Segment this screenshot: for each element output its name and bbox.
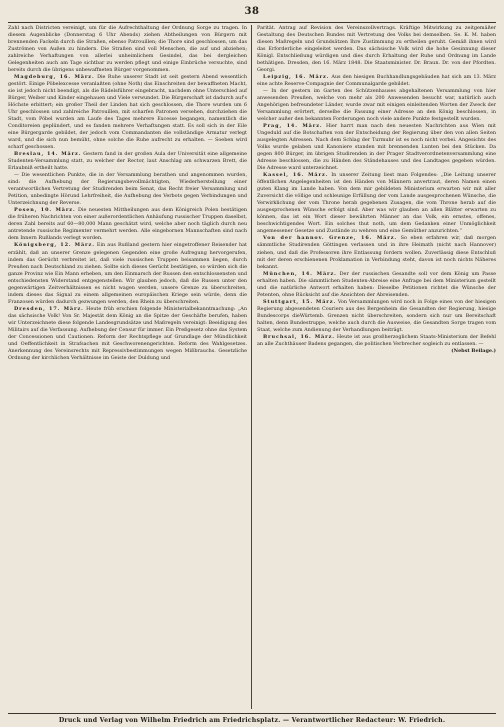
dateline: Leipzig, 16. März.: [263, 74, 330, 81]
imprint-footer: Druck und Verlag von Wilhelm Friedrich am Friedrichsplatz. — Verantwortlicher Redacteur: W. Friedrich.: [58, 717, 446, 724]
article-text: Die neuesten Mittheilungen aus dem Königreich Polen bestätigen die früheren Nachrichten von einer außerordentlichen Anhäufung russischer Truppen daselbst, deren Zahl bereits auf 60—80,000 Mann geschätzt wird, welche aber noch täglich durch neu antretende russische Regimenter vermehrt werden. Alle eingebornen Mannschaften sind nach dem Innern Rußlands verlegt worden.: [8, 207, 247, 242]
text-columns: [8, 25, 496, 709]
article-paragraph: [257, 299, 496, 334]
dateline: Posen, 10. März.: [14, 207, 76, 214]
continuation-note: (Nebst Beilage.): [451, 347, 496, 354]
article-paragraph: [257, 172, 496, 235]
dateline: Magdeburg, 16. März.: [14, 74, 95, 81]
article-paragraph: [257, 25, 496, 74]
left-column: [8, 25, 251, 709]
article-text: Der der russischen Gesandte soll vor dem König um Passe erhalten haben. Die sämmtlichen Studenten-Abreise eine Anfrage bei dem Ministerium gestellt und die natürliche Antwort erhalten haben: Dieselbe Petitionen richtet die Wünsche der Petenten, ohne Rücksicht auf die Ansichten der Abreisenden.: [257, 270, 496, 298]
dateline: Stuttgart, 15. März.: [263, 298, 337, 305]
article-text: In unserer Zeitung liest man Folgendes: „Die Leitung unserer öffentlichen Angelegenheiten ist den Händen von Männern anvertraut, deren Namen einen guten Klang im Lande haben. Von dem mir gebildeten Ministerium erwarten wir mit aller Zuversicht die völlige und schleunige Erfüllung der vom Lande ausgesprochenen Wünsche, die Verwirklichung der vom Throne herab gegebenen Zusagen, die vom Throne herab auf die ausgesprochenen Wünsche erfolgt sind. Aber was wir glauben an allen Blätter erwarten zu können, das ist ein Wort dieser bewährten Männer an das Volk, ein ernstes, offenes, beschwichtigendes Wort. Ein solches thut noth, um dem Gedanken einer Unmöglichkeit angemessener Gesetze und Zustände zu wehren und eine Gemüther anzurichten.“: [257, 172, 496, 235]
article-text: — Die wesentlichen Punkte, die in der Versammlung berathen und angenommen wurden, sind: die Aufhebung der Regierungsbevollmächtigten, Wiederherstellung einer verantwortlichen Vertretung der Studirenden beim Senat, das Recht freier Versammlung und Petition, unbedingte Hörund Lehrfreiheit, die Aufhebung des Verbots gegen Verbindungen und Unterzeichnung der Reverse.: [8, 172, 247, 207]
dateline: Bruchsal, 16. März.: [263, 333, 335, 340]
article-paragraph: [8, 151, 247, 172]
article-paragraph: [8, 207, 247, 242]
article-text: Aus den hiesigen Buchhandlungsgebäuden hat sich am 13. März eine achte Reserve-Compagnie der Communalgarde gebildet.: [257, 74, 496, 88]
article-text: So eben erfahren wir, daß morgen sämmtliche Studirenden Göttingen verlassen und in ihre Heimath (nicht nach Hannover) ziehen, und daß die Professoren ihre Entlassung fordern wollen. Zuverlässig diese Entschluß mit der deren erschienenen Proklamation in Verbindung steht, davon ist noch nichts Näheres bekannt.: [257, 235, 496, 270]
article-paragraph: [257, 88, 496, 123]
header-rule: [8, 22, 496, 23]
article-paragraph: [8, 306, 247, 362]
article-text: Zahl nach Districten vereinigt, um für die Aufrechthaltung der Ordnung Sorge zu tragen. In diesem Augenblicke (Donnerstag 6 Uhr Abends) ziehen Abtheilungen von Bürgern mit brennenden Fackeln durch die Straßen, ebenso Patrouillen; die Thore sind geschlossen, um das Zuströmen von Außen zu hindern. Die Straßen sind voll Menschen, die auf und abziehen; zahlreiche Verhaftungen von allerlei unheimlichem Gesindel, das bei dergleichen Gelegenheiten auch am Tage sichtbar zu werden pflegt und einige Einbrüche versuchte, sind bereits durch die übrigens unbewaffneten Bürger vorgenommen.: [8, 25, 247, 74]
article-text: Hier harrt man nach den neuesten Nachrichten aus Wien mit Ungeduld auf die Botschaften von der Entscheidung der Regierung über den von allen Seiten ausgelegten Adressen. Nach dem Schlag der Turmuhr ist es noch nicht vorbei. Angesichts des Volks wurde gelaben und Kanoniere standen mit brennenden Lunten bei den Stücken. Da gegen 800 Bürger, im übrigen Studirenden in der Prager Stadtverordnetenversammlung eine Adresse beschlossen, die zu Händen des Ständehauses und des Landtages gegeben würden. Die Adresse ward unterzeichnet.: [257, 123, 496, 172]
article-text: Ein aus Rußland gestern hier eingetroffener Reisender hat erzählt, daß an unserer Grenze gelegenen Gegenden eine große Aufregung hervorgerufen, indem das Gerücht verbreitet ist, daß viele russischen Truppen beisammen liegen, durch Preußen nach Deutschland zu ziehen. Sollte sich dieses Gerücht bestätigen, so würden sich die ganze Provinz wie Ein Mann erheben, um den Einmarsch der Russen den entschlossensten und entschiedensten Widerstand entgegenstellen. Wir glauben jedoch, daß die Russen unter den gegenwärtigen Zeitverhältnissen es nicht wagen werden, unsere Grenze zu überschreiten, indem dieses das Signal zu einem allgemeinen europäischen Kriege sein würde, denn die Franzosen würden dadurch gezwungen werden, den Rhein zu überschreiten.: [8, 242, 247, 305]
article-paragraph: [8, 25, 247, 74]
article-text: Heute früh erschien folgende Ministerialbekanntmachung: „An das sächsische Volk! Von Sr. Majestät dem König an die Spitze der Geschäfte berufen, haben wir Unterzeichnete diese folgende Landesgrundsätze und Maßregeln vereinigt: Beeidigung des Militairs auf die Verfassung. Aufhebung der Censur für immer. Ein Preßgesetz ohne das System der Concessionen und Cautionen. Reform der Rechtspflege auf Grundlage der Mündlichkeit und Oeffentlichkeit in Strafsachen mit Geschworenengerichten. Reform des Wahlgesetzes. Anerkennung des Vereinsrechts mit Repressivbestimmungen wegen Mißbrauchs. Gesetzliche Ordnung der kirchlichen Verhältnisse im Geiste der Duldung und: [8, 305, 247, 361]
article-paragraph: [257, 334, 496, 348]
dateline: Breslau, 14. März.: [14, 151, 82, 158]
article-text: Von Versammlungen wird noch in Folge eines von der hiesigen Regierung abgesendeten Couriers aus des Bergenheim die Gesandten der Regierung, hiesige Bundescorps dieWürtemb. Grenzen nicht überschreiten, sondern sich nur um Bereitschaft halten, denn Bundestruppe, welche auch durch die Ausweise, die Gesandten Sorge tragen vom Staat, welche zum Andienung der Verhandlungen beiträgt.: [257, 298, 496, 333]
article-text: Heute ist aus großherzoglichem Staats-Ministerium der Befehl an alle Zuchthäuser Badens gegangen, die politischen Verbrecher sogleich zu entlassen. —: [257, 333, 496, 347]
article-text: Gestern fand in der großen Aula der Universität eine allgemeine Studenten-Versammlung statt, zu welcher der Rector, laut Anschlag am schwarzen Brett, die Erlaubniß ertheilt hatte.: [8, 151, 247, 172]
article-text: Parität. Antrag auf Revision des Vereinszollvertrags. Kräftige Mitwirkung zu zeitgemäßer Gestaltung des Deutschen Bundes mit Vertretung des Volks bei demselben. Se. K. M. haben diesen Maßregeln und Grundsätzen Ihre Zustimmung zu ertheilen geruht. Gemäß ihnen wird das Erforderliche eingeleitet werden. Das sächsische Volk wird die hohe Gesinnung dieser Königl. Entschließung würdigen und dies durch Erhaltung der Ruhe und Ordnung im Lande bethätigen. Dresden, den 16. März 1848. Die Staatsminister. Dr. Braun. Dr. von der Pfordten. Georgi.: [257, 25, 496, 74]
dateline: Von der hannov. Grenze, 16. März.: [263, 235, 398, 242]
dateline: München, 14. März.: [263, 270, 337, 277]
article-paragraph: [257, 123, 496, 172]
article-text: Die Ruhe unserer Stadt ist seit gestern Abend wesentlich gestört. Einige Pöbelexcesse veranlaßten (ohne Noth) das Einschreiten der bewaffneten Macht, sie ist jedoch nicht beendigt, als die Rädelsführer eingebracht, nachdem ohne Unterschied auf Bürger, Weiber und Kinder eingehauen und Viele verwundet. Die Bürgerschaft ist dadurch auf's Höchste erbittert; ein großer Theil der Linden hat sich geschlossen, die Thore wurden um 6 Uhr geschlossen und zahlreiche Patrouillen, mit scharfen Patronen versehen, durchziehen die Stadt, vom Pöbel wurden am Laufe des Tages mehrere Excesse begangen, namentlich die Conditoreien geplündert, und es fanden mehrere Verhaftungen statt. Es soll sich in der Eile eine Bürgergarde gebildet, der jedoch vom Commandanten die vollständige Armatur verlegt ward, und die sich nun bemüht, ohne solche die Ruhe aufrecht zu erhalten. — Soeben wird scharf geschossen.: [8, 74, 247, 151]
article-text: — In der gestern im Garten des Schützenhauses abgehaltenen Versammlung von hier anwesenden Preußen, welche von mehr als 200 Anwesenden besucht war, natürlich auch Angehörigen befreundeter Länder, wurde zwar mit einigen einleitenden Worten der Zweck der Versammlung erörtert, derselbe die Fassung einer Adresse an den König beschlossen, in welcher außer den bekannten Forderungen noch viele andere Punkte festgestellt wurden.: [257, 88, 496, 123]
right-column: [251, 25, 496, 709]
article-paragraph: [257, 271, 496, 299]
article-paragraph: [8, 74, 247, 151]
article-paragraph: [8, 172, 247, 207]
article-paragraph: [8, 242, 247, 305]
dateline: Kassel, 16. März.: [263, 172, 329, 179]
article-paragraph: [257, 74, 496, 88]
dateline: Dresden, 17. März.: [14, 305, 84, 312]
page-number: 38: [244, 6, 260, 17]
dateline: Prag, 14. März.: [263, 123, 323, 130]
article-paragraph: [257, 235, 496, 270]
dateline: Königsberg, 12. März.: [14, 242, 95, 249]
